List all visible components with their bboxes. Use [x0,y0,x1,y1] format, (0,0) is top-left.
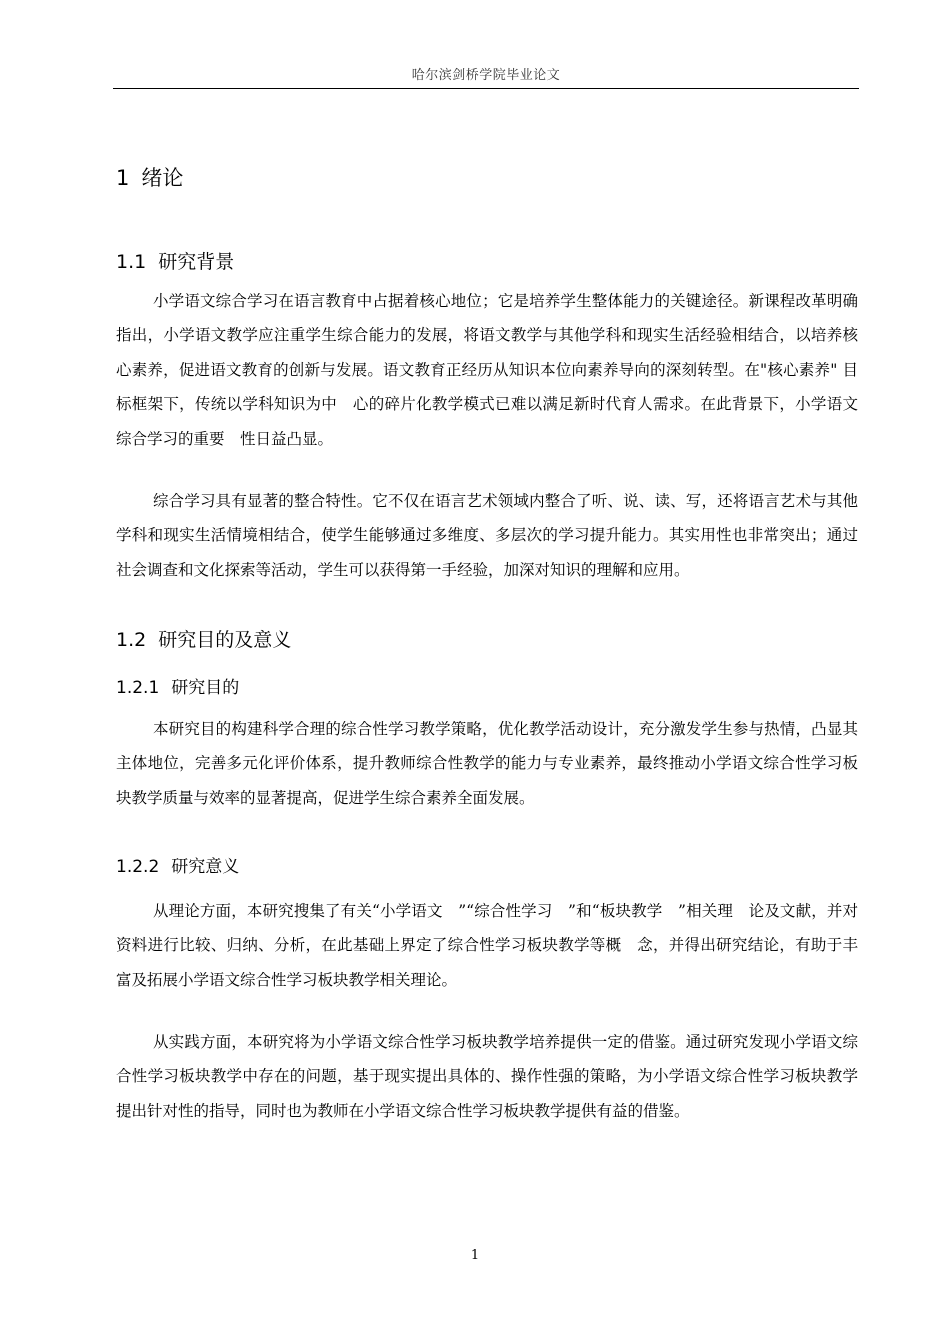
subsection-title: 研究目的 [171,678,240,698]
section-title: 研究背景 [158,251,235,273]
subsection-number: 1.2.1 [116,678,160,698]
header-rule [113,88,859,89]
subsection-heading-significance [116,854,239,880]
chapter-title: 绪论 [141,166,184,190]
subsection-heading-purpose [116,675,239,701]
section-heading-background [116,248,234,276]
section-number: 1.2 [116,629,147,651]
chapter-number: 1 [116,166,130,190]
subsection-title: 研究意义 [171,857,240,877]
purpose-paragraph: 本研究目的构建科学合理的综合性学习教学策略，优化教学活动设计，充分激发学生参与热情，凸显其主体地位，完善多元化评价体系，提升教师综合性教学的能力与专业素养，最终推动小学语文综合性学习板块教学质量与效率的显著提高，促进学生综合素养全面发展。 [116,720,858,807]
significance-paragraph-2: 从实践方面，本研究将为小学语文综合性学习板块教学培养提供一定的借鉴。通过研究发现小学语文综合性学习板块教学中存在的问题，基于现实提出具体的、操作性强的策略，为小学语文综合性学习板块教学提出针对性的指导，同时也为教师在小学语文综合性学习板块教学提供有益的借鉴。 [116,1033,858,1120]
section-title: 研究目的及意义 [158,629,292,651]
section-heading-purpose-significance [116,626,291,654]
significance-paragraph-1: 从理论方面，本研究搜集了有关“小学语文 ”“综合性学习 ”和“板块教学 ”相关理 论及文献，并对资料进行比较、归纳、分析，在此基础上界定了综合性学习板块教学等概 念，并得出研究结论，有助于丰富及拓展小学语文综合性学习板块教学相关理论。 [116,902,858,989]
background-paragraph-1: 小学语文综合学习在语言教育中占据着核心地位；它是培养学生整体能力的关键途径。新课程改革明确指出，小学语文教学应注重学生综合能力的发展，将语文教学与其他学科和现实生活经验相结合，以培养核心素养，促进语文教育的创新与发展。语文教育正经历从知识本位向素养导向的深刻转型。在"核心素养" 目标框架下，传统以学科知识为中 心的碎片化教学模式已难以满足新时代育人需求。在此背景下，小学语文综合学习的重要 性日益凸显。 [116,292,858,448]
subsection-number: 1.2.2 [116,857,160,877]
page-number: 1 [470,1248,480,1263]
section-number: 1.1 [116,251,147,273]
chapter-heading [116,163,183,193]
running-header: 哈尔滨剑桥学院毕业论文 [411,68,561,83]
background-paragraph-2: 综合学习具有显著的整合特性。它不仅在语言艺术领域内整合了听、说、读、写，还将语言艺术与其他学科和现实生活情境相结合，使学生能够通过多维度、多层次的学习提升能力。其实用性也非常突出；通过社会调查和文化探索等活动，学生可以获得第一手经验，加深对知识的理解和应用。 [116,492,858,579]
